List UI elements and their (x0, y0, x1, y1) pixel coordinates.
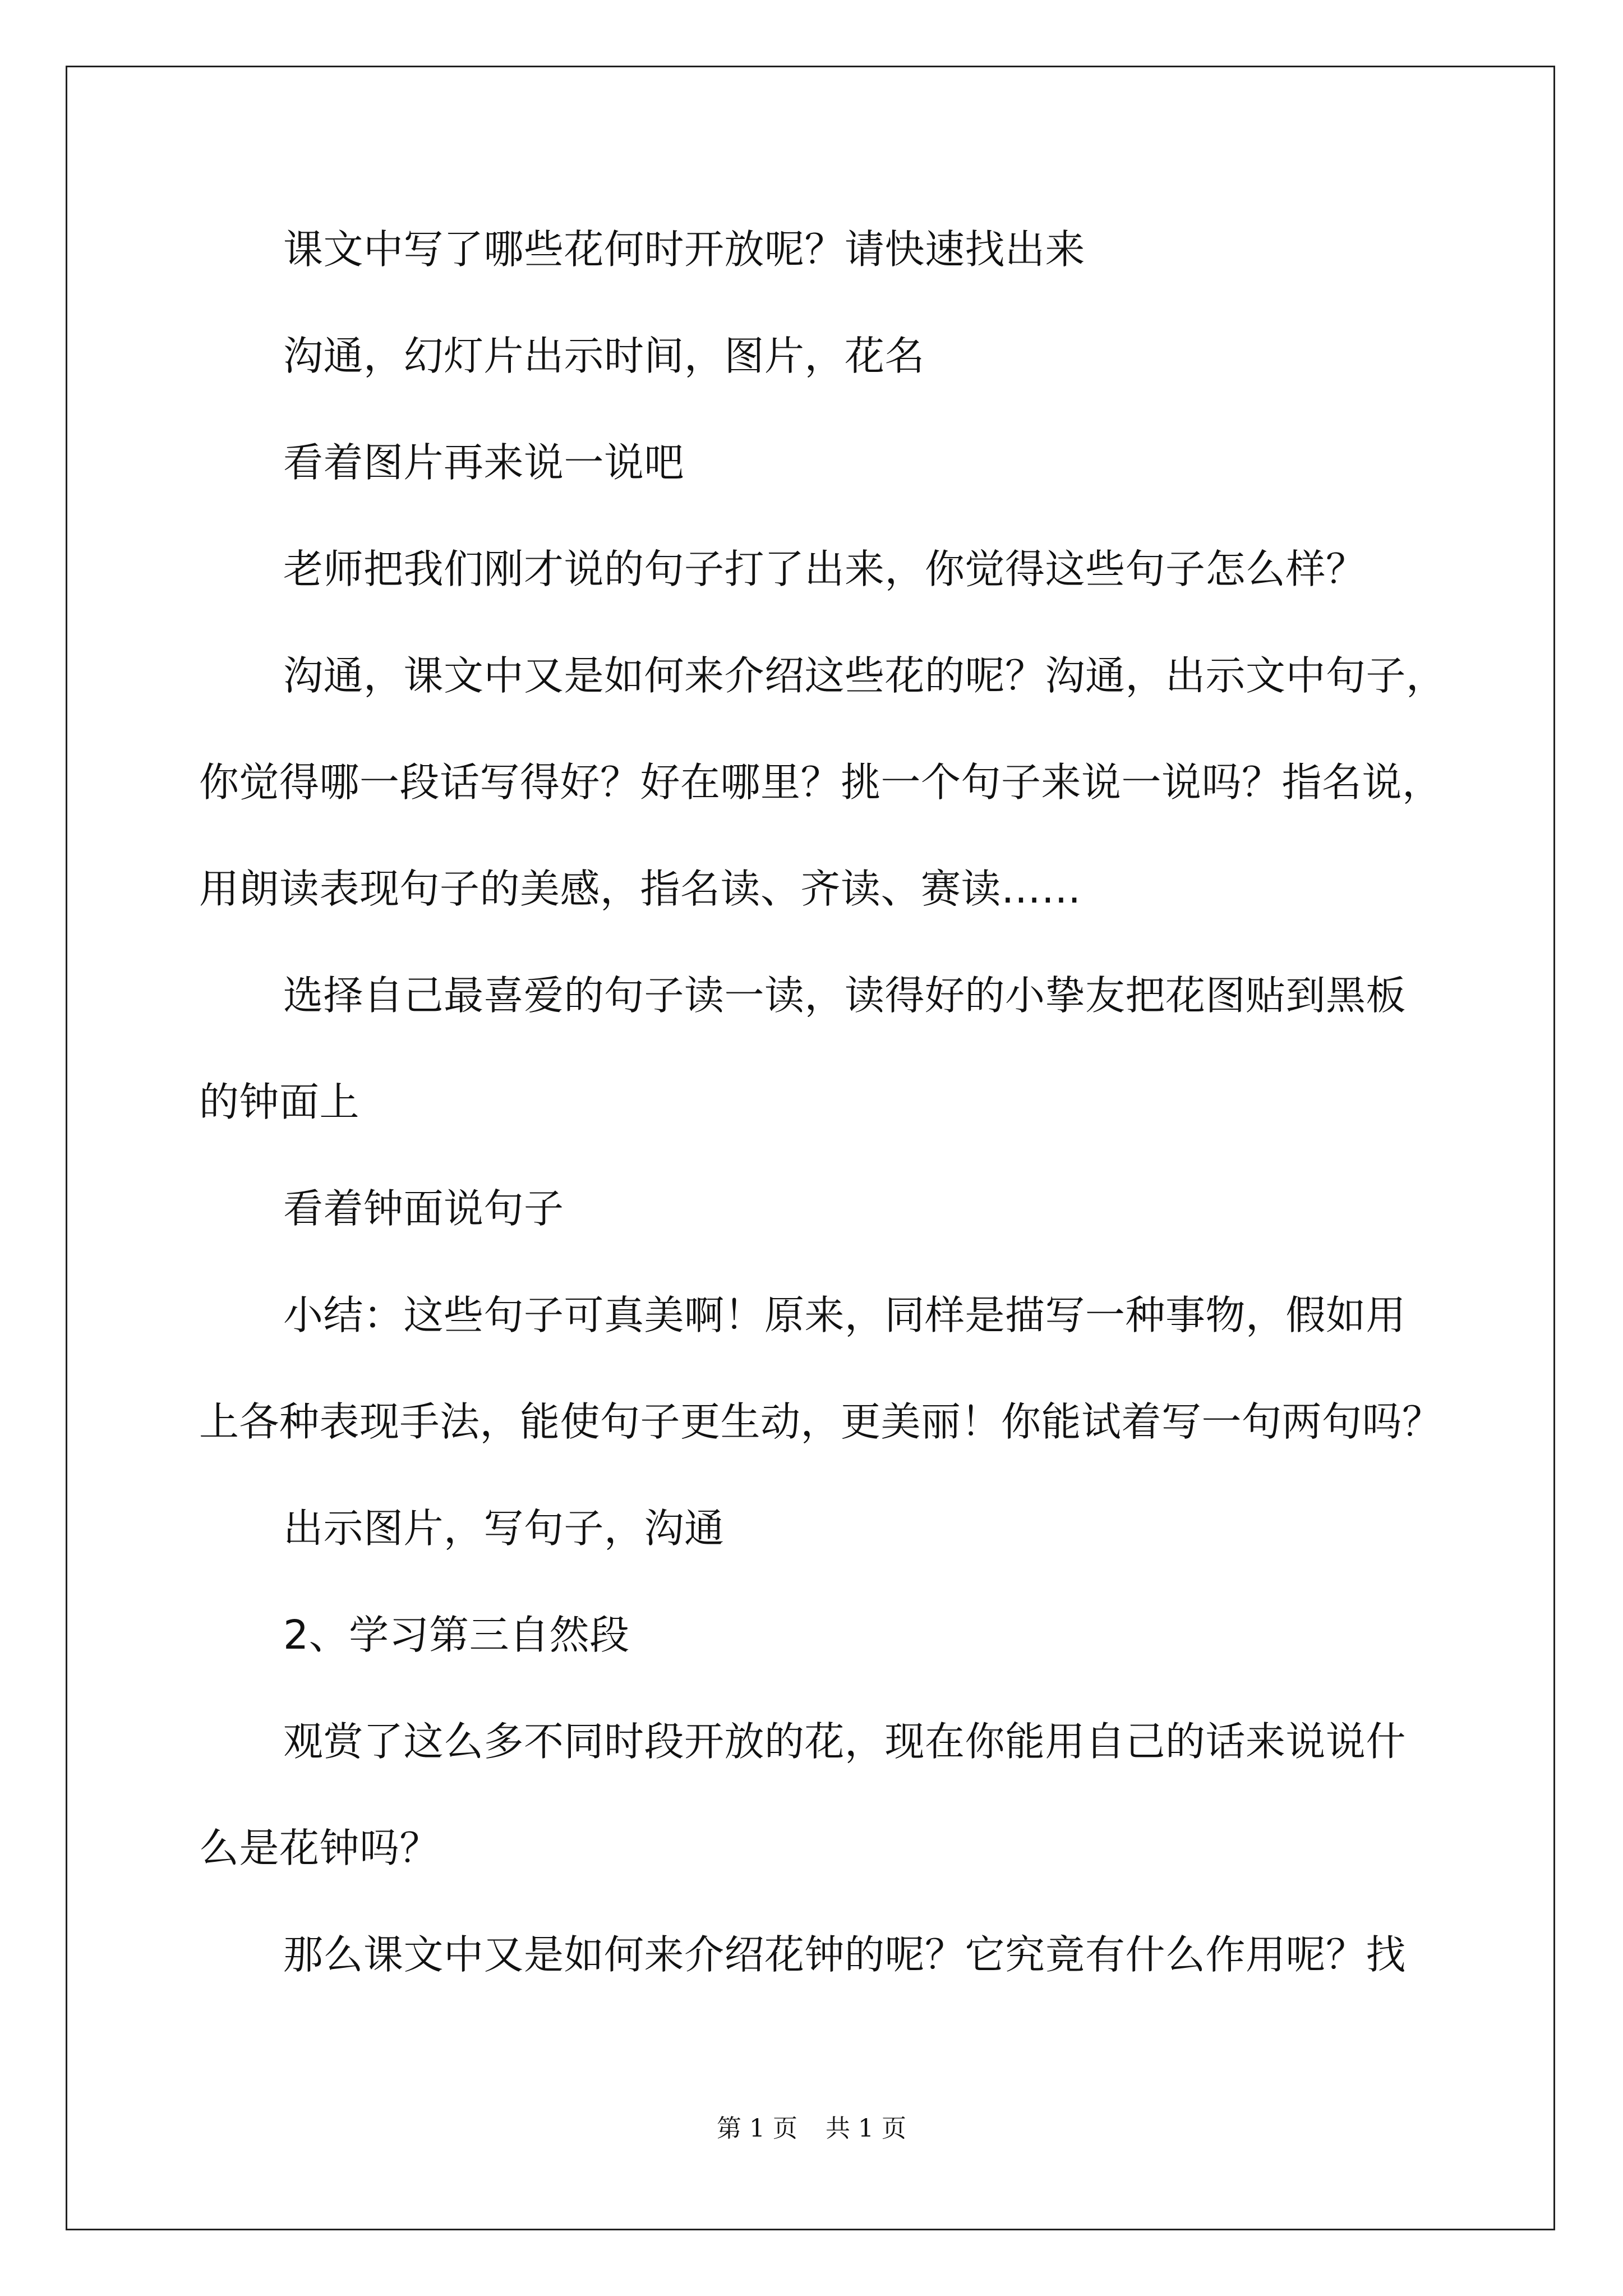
paragraph-line: 看着图片再来说一说吧 (283, 439, 685, 486)
paragraph-line: 出示图片，写句子，沟通 (283, 1505, 725, 1552)
page-total: 共 1 页 (826, 2114, 906, 2143)
page-border (66, 66, 1555, 2230)
paragraph-line: 观赏了这么多不同时段开放的花，现在你能用自己的话来说说什 (283, 1718, 1407, 1765)
paragraph-line: 看着钟面说句子 (283, 1185, 564, 1232)
page-number: 第 1 页 (717, 2114, 797, 2143)
paragraph-line: 的钟面上 (199, 1079, 360, 1125)
paragraph-line: 么是花钟吗？ (199, 1825, 440, 1871)
paragraph-line: 用朗读表现句子的美感，指名读、齐读、赛读…… (199, 866, 1082, 912)
paragraph-line: 沟通，幻灯片出示时间，图片，花名 (283, 333, 925, 379)
paragraph-line: 沟通，课文中又是如何来介绍这些花的呢？沟通，出示文中句子， (283, 652, 1446, 699)
paragraph-line: 老师把我们刚才说的句子打了出来，你觉得这些句子怎么样？ (283, 546, 1366, 592)
section-heading: 2、学习第三自然段 (283, 1612, 630, 1658)
paragraph-line: 选择自己最喜爱的句子读一读，读得好的小挚友把花图贴到黑板 (283, 972, 1407, 1019)
paragraph-line: 上各种表现手法，能使句子更生动，更美丽！你能试着写一句两句吗？ (199, 1398, 1442, 1445)
paragraph-line: 你觉得哪一段话写得好？好在哪里？挑一个句子来说一说吗？指名说， (199, 759, 1442, 806)
paragraph-line: 课文中写了哪些花何时开放呢？请快速找出来 (283, 226, 1086, 273)
paragraph-line: 小结：这些句子可真美啊！原来，同样是描写一种事物，假如用 (283, 1292, 1407, 1338)
paragraph-line: 那么课文中又是如何来介绍花钟的呢？它究竟有什么作用呢？找 (283, 1931, 1407, 1978)
page-footer (0, 2112, 1623, 2146)
